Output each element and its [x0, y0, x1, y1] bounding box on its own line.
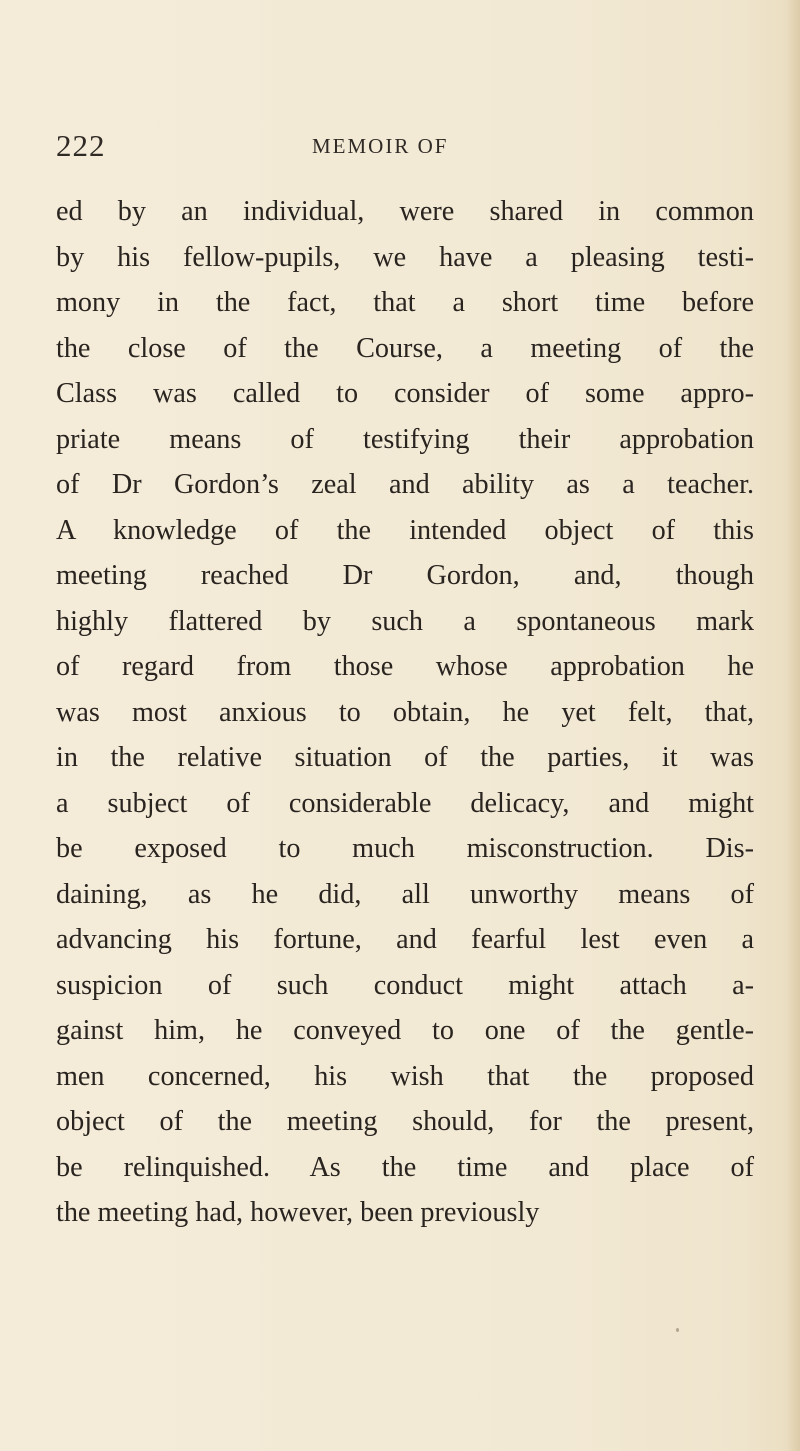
text-line: men concerned, his wish that the proposed	[56, 1060, 754, 1092]
text-line: meeting reached Dr Gordon, and, though	[56, 560, 754, 591]
text-line: by his fellow-pupils, we have a pleasing testi-	[56, 241, 754, 273]
page-edge-shadow	[786, 0, 800, 1451]
text-line: the close of the Course, a meeting of the	[56, 332, 754, 364]
text-line: was most anxious to obtain, he yet felt, that,	[56, 696, 754, 728]
text-line: gainst him, he conveyed to one of the gentle-	[56, 1015, 754, 1046]
page-number: 222	[56, 128, 106, 163]
text-line: daining, as he did, all unworthy means of	[56, 878, 754, 910]
text-line: of regard from those whose approbation he	[56, 651, 754, 682]
text-line: highly flattered by such a spontaneous mark	[56, 605, 754, 637]
text-line: object of the meeting should, for the present,	[56, 1106, 754, 1137]
text-line: Class was called to consider of some appro-	[56, 378, 754, 409]
text-line: suspicion of such conduct might attach a-	[56, 969, 754, 1001]
body-text	[56, 189, 754, 1236]
page-header	[56, 128, 756, 172]
paper-speck	[676, 1328, 679, 1332]
text-line: be exposed to much misconstruction. Dis-	[56, 833, 754, 864]
text-line: advancing his fortune, and fearful lest even a	[56, 924, 754, 955]
text-line: be relinquished. As the time and place of	[56, 1151, 754, 1183]
text-line: priate means of testifying their approbation	[56, 423, 754, 455]
text-line: a subject of considerable delicacy, and might	[56, 787, 754, 819]
text-line: A knowledge of the intended object of this	[56, 514, 754, 546]
text-line: mony in the fact, that a short time before	[56, 287, 754, 318]
text-line: the meeting had, however, been previously	[56, 1197, 540, 1228]
text-line: ed by an individual, were shared in common	[56, 196, 754, 227]
text-line: of Dr Gordon’s zeal and ability as a teacher.	[56, 469, 754, 500]
text-line: in the relative situation of the parties, it was	[56, 742, 754, 773]
running-head: MEMOIR OF	[312, 134, 449, 158]
